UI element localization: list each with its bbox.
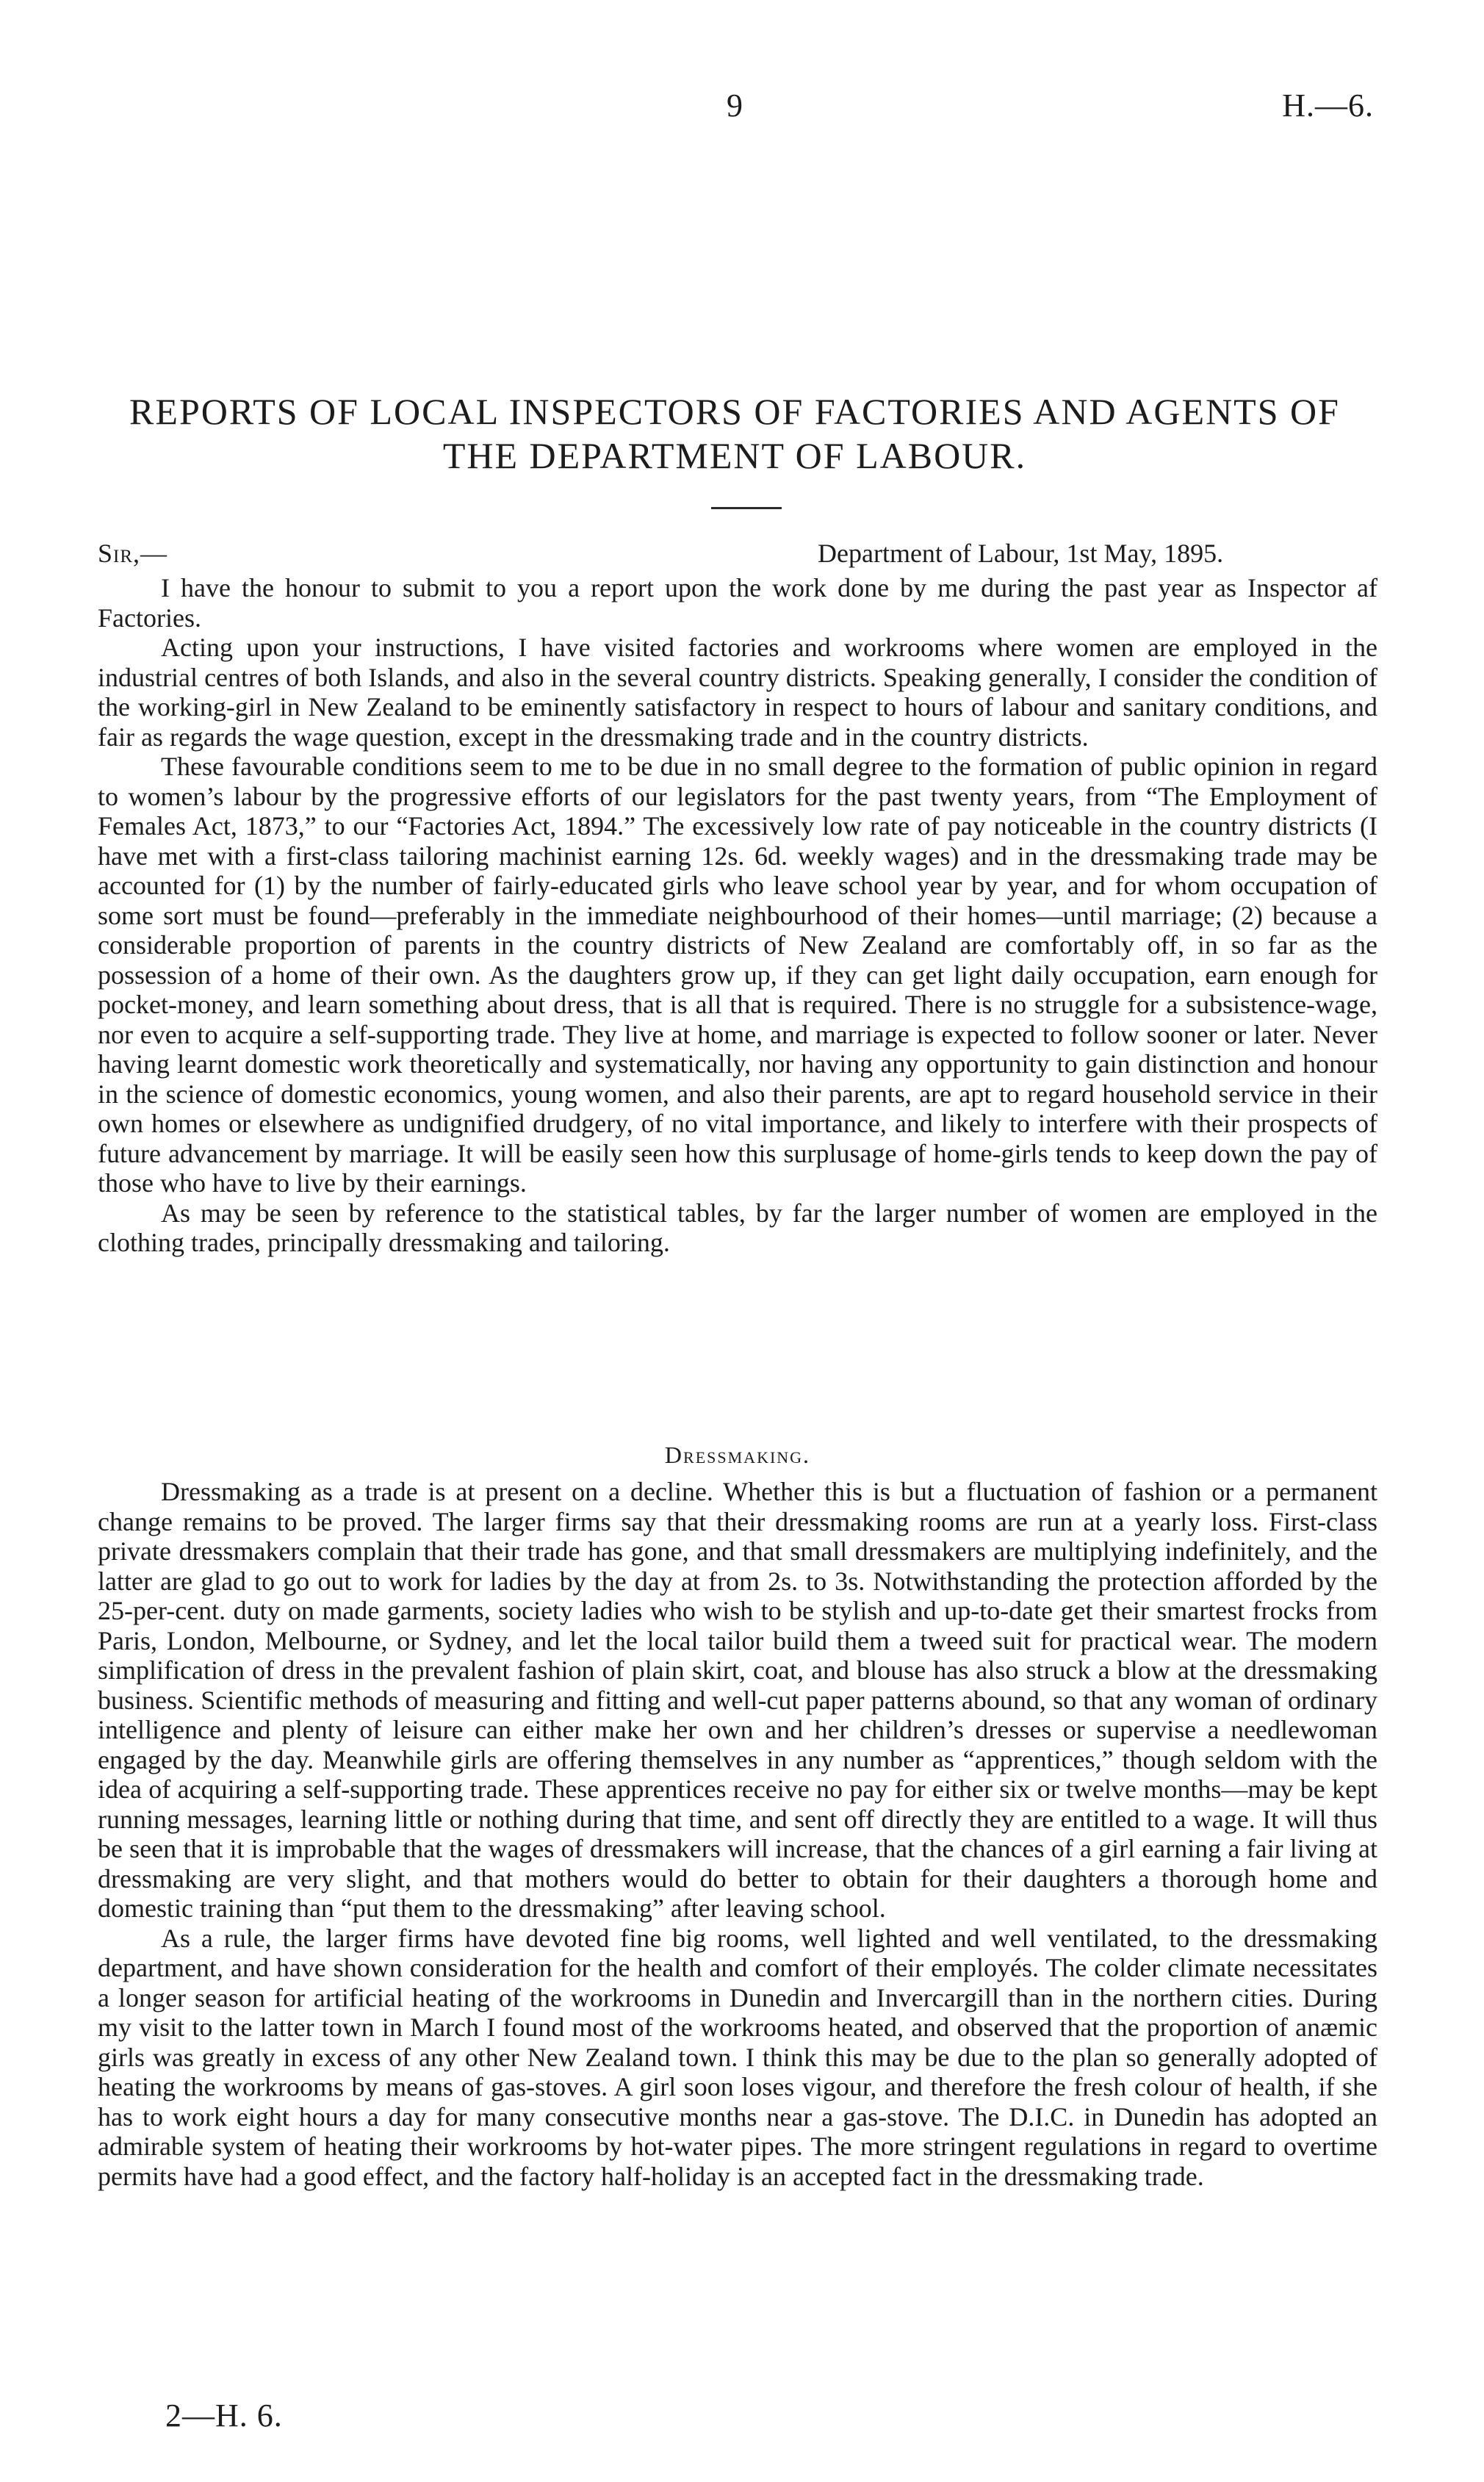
letter-body xyxy=(98,573,1377,1258)
paragraph: I have the honour to submit to you a report upon the work done by me during the past year as Inspector af Factories. xyxy=(98,573,1377,633)
signature-mark: 2—H. 6. xyxy=(165,2398,283,2434)
title-divider xyxy=(711,507,782,509)
page-number: 9 xyxy=(727,87,743,123)
page-reference: H.—6. xyxy=(1282,87,1374,123)
paragraph: These favourable conditions seem to me to be due in no small degree to the formation of public opinion in regard to women’s labour by the progressive efforts of our legislators for the past twenty years, from “The Employment of Females Act, 1873,” to our “Factories Act, 1894.” The excessively low rate of pay noticeable in the country districts (I have met with a first-class tailoring machinist earning 12s. 6d. weekly wages) and in the dressmaking trade may be accounted for (1) by the number of fairly-educated girls who leave school year by year, and for whom occupation of some sort must be found—preferably in the immediate neighbourhood of their homes—until marriage; (2) because a considerable proportion of parents in the country districts of New Zealand are comfortably off, in so far as the possession of a home of their own. As the daughters grow up, if they can get light daily occupation, earn enough for pocket-money, and learn something about dress, that is all that is required. There is no struggle for a subsistence-wage, nor even to acquire a self-supporting trade. They live at home, and marriage is expected to follow sooner or later. Never having learnt domestic work theoretically and systematically, nor having any opportunity to gain distinction and honour in the science of domestic economics, young women, and also their parents, are apt to regard household service in their own homes or elsewhere as undignified drudgery, of no vital importance, and likely to interfere with their prospects of future advancement by marriage. It will be easily seen how this surplusage of home-girls tends to keep down the pay of those who have to live by their earnings. xyxy=(98,752,1377,1198)
dateline: Department of Labour, 1st May, 1895. xyxy=(818,539,1224,568)
paragraph: As may be seen by reference to the statistical tables, by far the larger number of women are employed in the clothing trades, principally dressmaking and tailoring. xyxy=(98,1198,1377,1257)
paragraph: Acting upon your instructions, I have visited factories and workrooms where women are employed in the industrial centres of both Islands, and also in the several country districts. Speaking generally, I consider the condition of the working-girl in New Zealand to be eminently satisfactory in respect to hours of labour and sanitary conditions, and fair as regards the wage question, except in the dressmaking trade and in the country districts. xyxy=(98,633,1377,752)
letter-header xyxy=(98,538,1377,573)
paragraph: As a rule, the larger firms have devoted fine big rooms, well lighted and well ventilated, to the dressmaking department, and have shown consideration for the health and comfort of their employés. The colder climate necessitates a longer season for artificial heating of the workrooms in Dunedin and Invercargill than in the northern cities. During my visit to the latter town in March I found most of the workrooms heated, and observed that the proportion of anæmic girls was greatly in excess of any other New Zealand town. I think this may be due to the plan so generally adopted of heating the workrooms by means of gas-stoves. A girl soon loses vigour, and therefore the fresh colour of health, if she has to work eight hours a day for many consecutive months near a gas-stove. The D.I.C. in Dunedin has adopted an admirable system of heating their workrooms by hot-water pipes. The more stringent regulations in regard to overtime permits have had a good effect, and the factory half-holiday is an accepted fact in the dressmaking trade. xyxy=(98,1923,1377,2191)
dressmaking-section-body xyxy=(98,1477,1377,2191)
report-title: REPORTS OF LOCAL INSPECTORS OF FACTORIES AND AGENTS OF THE DEPARTMENT OF LABOUR. xyxy=(129,391,1340,476)
paragraph: Dressmaking as a trade is at present on a decline. Whether this is but a fluctuation of fashion or a permanent change remains to be proved. The larger firms say that their dressmaking rooms are run at a yearly loss. First-class private dressmakers complain that their trade has gone, and that small dressmakers are multiplying indefinitely, and the latter are glad to go out to work for ladies by the day at from 2s. to 3s. Notwithstanding the protection afforded by the 25-per-cent. duty on made garments, society ladies who wish to be stylish and up-to-date get their smartest frocks from Paris, London, Melbourne, or Sydney, and let the local tailor build them a tweed suit for practical wear. The modern simplification of dress in the prevalent fashion of plain skirt, coat, and blouse has also struck a blow at the dressmaking business. Scientific methods of measuring and fitting and well-cut paper patterns abound, so that any woman of ordinary intelligence and plenty of leisure can either make her own and her children’s dresses or supervise a needlewoman engaged by the day. Meanwhile girls are offering themselves in any number as “apprentices,” though seldom with the idea of acquiring a self-supporting trade. These apprentices receive no pay for either six or twelve months—may be kept running messages, learning little or nothing during that time, and sent off directly they are entitled to a wage. It will thus be seen that it is improbable that the wages of dressmakers will increase, that the chances of a girl earning a fair living at dressmaking are very slight, and that mothers would do better to obtain for their daughters a thorough home and domestic training than “put them to the dressmaking” after leaving school. xyxy=(98,1477,1377,1923)
salutation: Sir,— xyxy=(98,539,168,568)
section-heading-dressmaking: Dressmaking. xyxy=(664,1442,811,1468)
